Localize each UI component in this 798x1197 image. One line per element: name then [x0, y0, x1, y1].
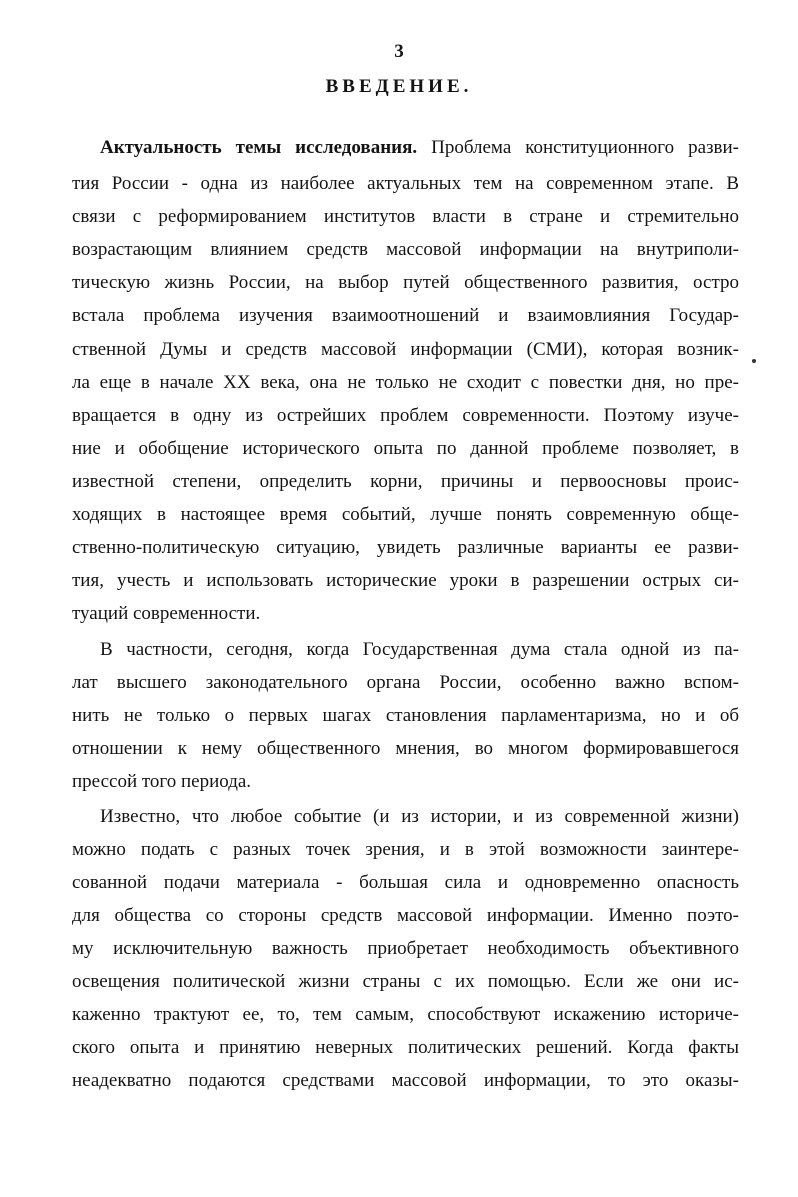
text-line: возрастающим влиянием средств массовой информации на внутриполи-: [72, 239, 739, 260]
text-line: вращается в одну из острейших проблем современности. Поэтому изуче-: [72, 405, 739, 426]
text-line: встала проблема изучения взаимоотношений и взаимовлияния Государ-: [72, 305, 739, 326]
text-line: му исключительную важность приобретает необходимость объективного: [72, 938, 739, 959]
page-number: 3: [394, 41, 404, 62]
text-line: каженно трактуют ее, то, тем самым, способствуют искажению историче-: [72, 1004, 739, 1025]
text-line: неадекватно подаются средствами массовой информации, то это оказы-: [72, 1070, 739, 1091]
text-line: освещения политической жизни страны с их помощью. Если же они ис-: [72, 971, 739, 992]
text-line: для общества со стороны средств массовой информации. Именно поэто-: [72, 905, 739, 926]
text-line: тия России - одна из наиболее актуальных тем на современном этапе. В: [72, 173, 739, 194]
bold-lead-phrase: Актуальность темы исследования.: [100, 137, 418, 158]
text-line: ственно-политическую ситуацию, увидеть различные варианты ее разви-: [72, 537, 739, 558]
text-line: сованной подачи материала - большая сила и одновременно опасность: [72, 872, 739, 893]
text-line: отношении к нему общественного мнения, во многом формировавшегося: [72, 738, 739, 759]
page-title: ВВЕДЕНИЕ.: [325, 76, 473, 97]
text-line: нить не только о первых шагах становления парламентаризма, но и об: [72, 705, 739, 726]
text-line: В частности, сегодня, когда Государственная дума стала одной из па-: [100, 639, 739, 660]
text-line: [100, 135, 739, 161]
text-line: ходящих в настоящее время событий, лучше понять современную обще-: [72, 504, 739, 525]
text-line: ние и обобщение исторического опыта по данной проблеме позволяет, в: [72, 438, 739, 459]
text-line: тия, учесть и использовать исторические уроки в разрешении острых си-: [72, 570, 739, 591]
text-line: прессой того периода.: [72, 771, 252, 792]
text-line: ского опыта и принятию неверных политических решений. Когда факты: [72, 1037, 739, 1058]
text-line: известной степени, определить корни, причины и первоосновы проис-: [72, 471, 739, 492]
text-line: туаций современности.: [72, 603, 261, 624]
text-line: связи с реформированием институтов власти в стране и стремительно: [72, 206, 739, 227]
line-text: Проблема конституционного разви-: [417, 137, 740, 158]
text-line: ла еще в начале XX века, она не только не сходит с повестки дня, но пре-: [72, 372, 739, 393]
margin-speck: [752, 359, 756, 363]
text-line: тическую жизнь России, на выбор путей общественного развития, остро: [72, 272, 739, 293]
text-line: лат высшего законодательного органа России, особенно важно вспом-: [72, 672, 739, 693]
text-line: ственной Думы и средств массовой информации (СМИ), которая возник-: [72, 339, 739, 360]
text-line: можно подать с разных точек зрения, и в этой возможности заинтере-: [72, 839, 739, 860]
text-line: Известно, что любое событие (и из истории, и из современной жизни): [100, 806, 739, 827]
